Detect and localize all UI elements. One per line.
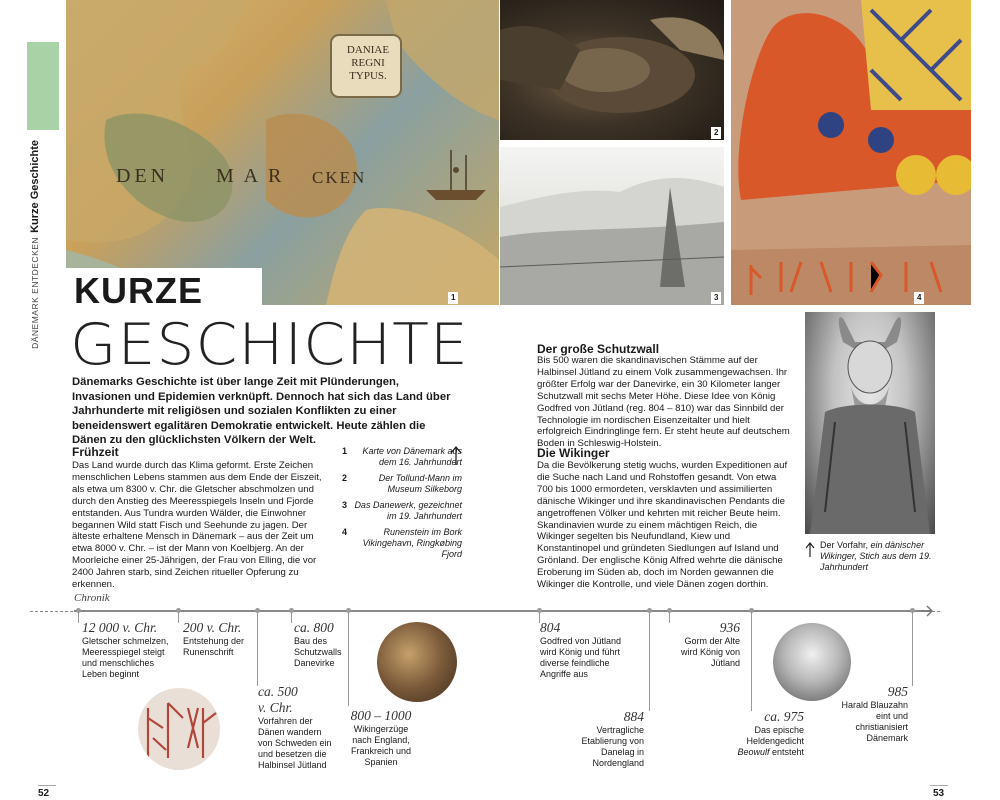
timeline-event [346, 708, 416, 768]
image-number-2: 2 [711, 127, 721, 139]
fruhzeit-heading: Frühzeit [72, 445, 119, 459]
map-cartouche-line3: TYPUS. [349, 70, 387, 82]
arrow-up-icon [450, 446, 462, 466]
event-date: ca. 500 v. Chr. [258, 684, 298, 715]
section-name: DÄNEMARK ENTDECKEN [30, 236, 40, 349]
timeline-event [258, 684, 334, 771]
timeline-tick [291, 611, 292, 623]
image-number-3: 3 [711, 292, 721, 304]
timeline-tick [912, 611, 913, 686]
page-title-bottom: GESCHICHTE [70, 311, 469, 379]
map-label-cken: CKEN [312, 168, 367, 187]
event-text-end: entsteht [769, 747, 804, 757]
page-number-rule [930, 785, 948, 786]
caption-number: 1 [342, 446, 348, 456]
timeline-tick [178, 611, 179, 623]
timeline-event [554, 709, 644, 769]
caption-item [342, 527, 462, 560]
event-date: 12 000 v. Chr. [82, 620, 158, 635]
map-of-denmark-image [66, 0, 499, 305]
timeline-event [840, 684, 908, 744]
caption-item [342, 473, 462, 495]
viking-battle-image [377, 622, 457, 702]
wikinger-text: Da die Bevölkerung stetig wuchs, wurden Expeditionen auf die Suche nach Land und Rohstoffen gesandt. Von etwa 700 bis 1000 ermordeten, versklavten und assimilierten dänische Wikinger und ihre skandinavischen Pendants die angetroffenen Völker und kehrten mit reicher Beute heim. Skandinavien wurde zu einem mächtigen Reich, die Wikinger segelten bis Neufundland, Kiew und Konstantinopel und gründeten Siedlungen auf Island und Grönland. Der englische König Alfred wehrte die dänische Eroberung im Süden ab, doch im Norden gewannen die Wikinger die Kontrolle, und viele Dänen zogen dorthin. [537, 460, 788, 591]
map-cartouche-line2: REGNI [351, 57, 385, 69]
event-text: Bau des Schutzwalls Danevirke [294, 636, 342, 668]
viking-caption-plain: Der Vorfahr, [820, 540, 871, 550]
event-date: 800 – 1000 [350, 708, 412, 723]
event-text: Wikingerzüge nach England, Frankreich und Spanien [350, 724, 412, 767]
viking-caption-italic: ein dänischer Wikinger, Stich aus dem 19. Jahrhundert [820, 540, 932, 572]
caption-item [342, 446, 462, 468]
chronik-label: Chronik [74, 592, 110, 604]
timeline-arrow-icon [920, 604, 934, 618]
event-date: 200 v. Chr. [183, 620, 242, 635]
event-text: Vertragliche Etablierung von Danelag in Nordengland [581, 725, 644, 768]
event-text: Entstehung der Runenschrift [183, 636, 245, 657]
caption-text: Das Danewerk, gezeichnet im 19. Jahrhundert [354, 500, 462, 521]
image-number-1: 1 [448, 292, 458, 304]
viking-caption [820, 540, 960, 573]
section-label [22, 140, 48, 349]
event-text: Gletscher schmelzen, Meeresspiegel steigt und menschliches Leben beginnt [82, 636, 169, 679]
event-text-italic: Beowulf [737, 747, 770, 757]
map-label-mar: M A R [216, 165, 285, 187]
caption-text: Runenstein im Bork Vikingehavn, Ringkøbing Fjord [362, 527, 462, 559]
event-date: 985 [887, 684, 908, 699]
timeline-tick [649, 611, 650, 711]
runestone-image [731, 0, 971, 305]
timeline-tick [751, 611, 752, 711]
page-number-rule [38, 785, 56, 786]
tollund-man-image [500, 0, 724, 140]
timeline-event [183, 620, 255, 658]
timeline-event [732, 709, 804, 758]
arrow-up-icon [805, 542, 815, 558]
caption-number: 2 [342, 473, 348, 483]
caption-text: Karte von Dänemark aus dem 16. Jahrhundert [362, 446, 462, 467]
schutzwall-text: Bis 500 waren die skandinavischen Stämme auf der Halbinsel Jütland zu einem Volk zusammengewachsen. Ihr größter Erfolg war der Danevirke, ein 30 Kilometer langer Schutzwall mit sechs Meter Höhe. Diese Idee von König Godfred von Jütland (reg. 804 – 810) war das Sinnbild der Technologie im nordischen Eisenzeitalter und hielt erfolgreich Eindringlinge fern. Er steht heute auf deutschem Boden in Schleswig-Holstein. [537, 355, 790, 450]
page-title-top: KURZE [74, 270, 203, 311]
event-date: 884 [623, 709, 644, 724]
event-text: Godfred von Jütland wird König und führt diverse feindliche Angriffe aus [540, 636, 622, 679]
timeline-tick [257, 611, 258, 686]
event-text: Harald Blauzahn eint und christianisiert Dänemark [841, 700, 908, 743]
event-date: 936 [719, 620, 740, 635]
event-text-part: Das epische Heldengedicht [746, 725, 804, 746]
page-number-right: 53 [933, 788, 945, 799]
image-captions [342, 446, 462, 565]
event-date: 804 [540, 620, 561, 635]
viking-engraving-image [805, 312, 935, 534]
event-date: ca. 975 [764, 709, 804, 724]
map-label-den: DEN [116, 165, 170, 187]
beowulf-engraving-image [773, 623, 851, 701]
schutzwall-heading: Der große Schutzwall [537, 342, 660, 356]
timeline-event [82, 620, 172, 680]
page-number-left: 52 [38, 788, 50, 799]
timeline-event [294, 620, 366, 669]
timeline-event [540, 620, 630, 680]
caption-number: 4 [342, 527, 348, 537]
timeline-tick [78, 611, 79, 623]
event-date: ca. 800 [294, 620, 334, 635]
timeline-event [672, 620, 740, 669]
danevirke-drawing-image [500, 147, 724, 305]
event-text [732, 725, 804, 758]
section-title: Kurze Geschichte [29, 140, 41, 233]
map-cartouche [338, 44, 398, 83]
caption-item [342, 500, 462, 522]
image-number-4: 4 [914, 292, 924, 304]
caption-text: Der Tollund-Mann im Museum Silkeborg [378, 473, 462, 494]
timeline-tick [669, 611, 670, 623]
caption-number: 3 [342, 500, 348, 510]
map-cartouche-line1: DANIAE [346, 44, 390, 56]
intro-paragraph: Dänemarks Geschichte ist über lange Zeit mit Plünderungen, Invasionen und Epidemien verknüpft. Dennoch hat sich das Land über Jahrhunderte mit religiösen und sozialen Konflikten zu einer beneidenswert egalitären Demokratie entwickelt. Heute zählen die Dänen zu den glücklichsten Völkern der Welt. [72, 376, 451, 446]
timeline-line [74, 610, 932, 612]
fruhzeit-text: Das Land wurde durch das Klima geformt. Erste Zeichen menschlichen Lebens stammen aus dem Ende der Eiszeit, als etwa um 8300 v. Chr. die Gletscher abschmolzen und durch den Anstieg des Meeresspiegels Inseln und Fjorde entstanden. Aus Tundra wurden Wälder, die Einwohner begannen Wild statt Fisch und Seehunde zu jagen. Der älteste erhaltene Mensch in Dänemark – aus der Zeit um etwa 8000 v. Chr. – ist der Mann von Koelbjerg. An der Moorleiche einer 25-Jährigen, der Frau von Elling, die vor 2400 Jahren starb, sind Zeichen ritueller Opferung zu erkennen. [72, 460, 322, 591]
event-text: Gorm der Alte wird König von Jütland [680, 636, 740, 668]
section-color-tab [27, 42, 59, 130]
rune-script-image [138, 688, 220, 770]
wikinger-heading: Die Wikinger [537, 446, 610, 460]
event-text: Vorfahren der Dänen wandern von Schweden ein und besetzen die Halbinsel Jütland [258, 716, 332, 770]
